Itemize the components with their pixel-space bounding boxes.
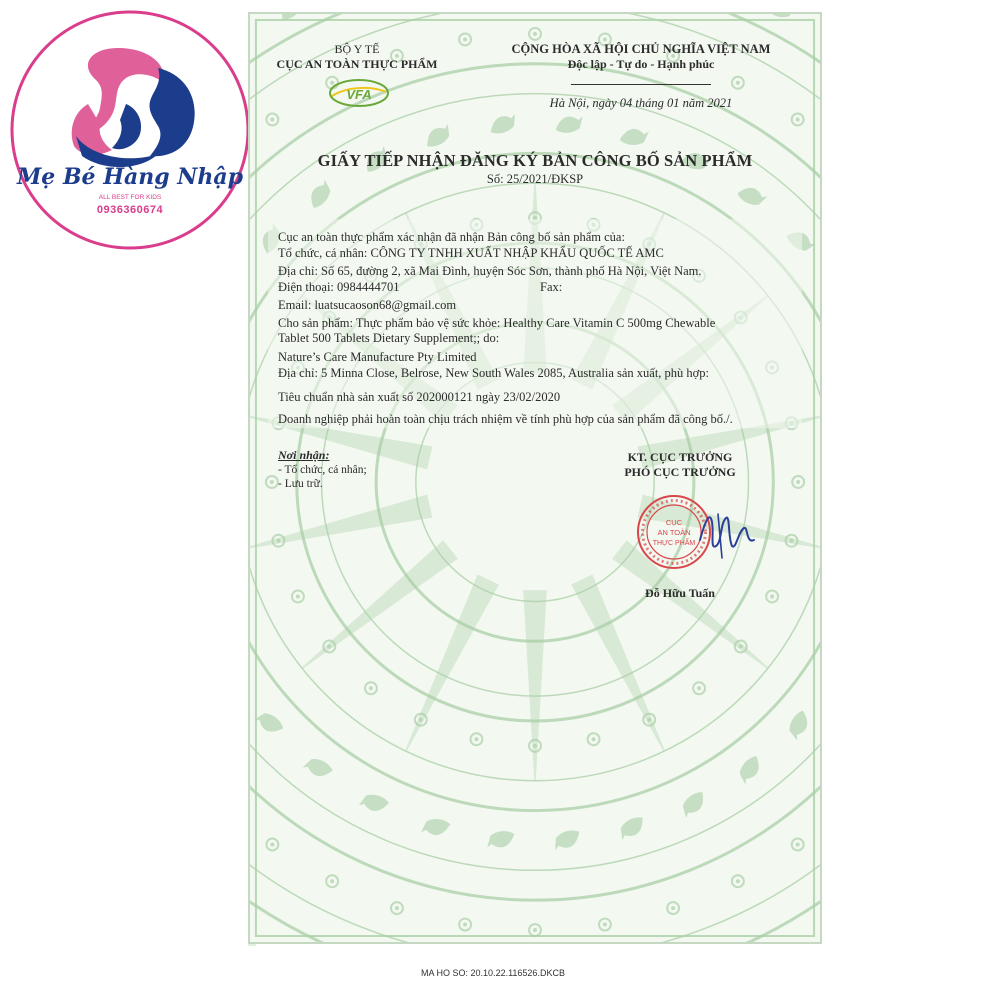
product-line-1: Cho sản phẩm: Thực phẩm bảo vệ sức khỏe: Healthy Care Vitamin C 500mg Chewable bbox=[278, 316, 716, 330]
product-line-2: Tablet 500 Tablets Dietary Supplement;; do: bbox=[278, 331, 500, 345]
phone-line: Điện thoại: 0984444701 bbox=[278, 280, 400, 294]
motto-underline bbox=[571, 84, 711, 85]
issuer-block bbox=[262, 42, 452, 72]
stamp-text-2: AN TOÀN bbox=[657, 528, 691, 537]
brand-logo bbox=[8, 8, 252, 252]
fax-line: Fax: bbox=[540, 280, 563, 294]
address-line: Địa chỉ: Số 65, đường 2, xã Mai Đình, huyện Sóc Sơn, thành phố Hà Nội, Việt Nam. bbox=[278, 264, 702, 278]
vfa-logo bbox=[328, 78, 390, 108]
signer-name: Đỗ Hữu Tuấn bbox=[645, 586, 715, 600]
email-line: Email: luatsucaoson68@gmail.com bbox=[278, 298, 457, 312]
document-number: Số: 25/2021/ĐKSP bbox=[486, 172, 584, 186]
stamp-text-3: THỰC PHẨM bbox=[652, 540, 696, 547]
recipient-item: - Tổ chức, cá nhân; bbox=[278, 464, 367, 476]
signer-title-2: PHÓ CỤC TRƯỞNG bbox=[624, 465, 736, 479]
recipient-item: - Lưu trữ. bbox=[278, 478, 323, 490]
standard-line: Tiêu chuẩn nhà sản xuất số 202000121 ngày 23/02/2020 bbox=[278, 390, 561, 404]
vfa-logo-text: VFA bbox=[346, 87, 372, 102]
brand-name: Mẹ Bé Hàng Nhập bbox=[16, 164, 244, 190]
certificate-document bbox=[248, 12, 822, 944]
manufacturer-line: Nature’s Care Manufacture Pty Limited bbox=[278, 350, 477, 364]
department-name: CỤC AN TOÀN THỰC PHẨM bbox=[276, 57, 438, 71]
country-name: CỘNG HÒA XÃ HỘI CHỦ NGHĨA VIỆT NAM bbox=[511, 42, 771, 56]
document-title: GIẤY TIẾP NHẬN ĐĂNG KÝ BẢN CÔNG BỐ SẢN PHẨM bbox=[317, 151, 753, 170]
recipients-title: Nơi nhận: bbox=[278, 448, 330, 462]
stamp-text-1: CỤC bbox=[665, 518, 683, 527]
brand-phone: 0936360674 bbox=[96, 204, 164, 216]
organization-line: Tổ chức, cá nhân: CÔNG TY TNHH XUẤT NHẬP KHẨU QUỐC TẾ AMC bbox=[278, 246, 664, 260]
national-header bbox=[464, 42, 818, 90]
official-stamp bbox=[636, 488, 766, 578]
issue-date: Hà Nội, ngày 04 tháng 01 năm 2021 bbox=[549, 96, 733, 110]
dossier-code: MA HO SO: 20.10.22.116526.DKCB bbox=[421, 968, 565, 978]
ministry-name: BỘ Y TẾ bbox=[334, 42, 380, 56]
manufacturer-address-line: Địa chỉ: 5 Minna Close, Belrose, New South Wales 2085, Australia sản xuất, phù hợp: bbox=[278, 366, 710, 380]
national-motto: Độc lập - Tự do - Hạnh phúc bbox=[567, 57, 715, 71]
intro-line: Cục an toàn thực phẩm xác nhận đã nhận Bản công bố sản phẩm của: bbox=[278, 230, 625, 244]
brand-tagline: ALL BEST FOR KIDS bbox=[98, 194, 162, 201]
signer-title-1: KT. CỤC TRƯỞNG bbox=[627, 450, 733, 464]
responsibility-line: Doanh nghiệp phải hoàn toàn chịu trách nhiệm về tính phù hợp của sản phẩm đã công bố./. bbox=[278, 412, 733, 426]
